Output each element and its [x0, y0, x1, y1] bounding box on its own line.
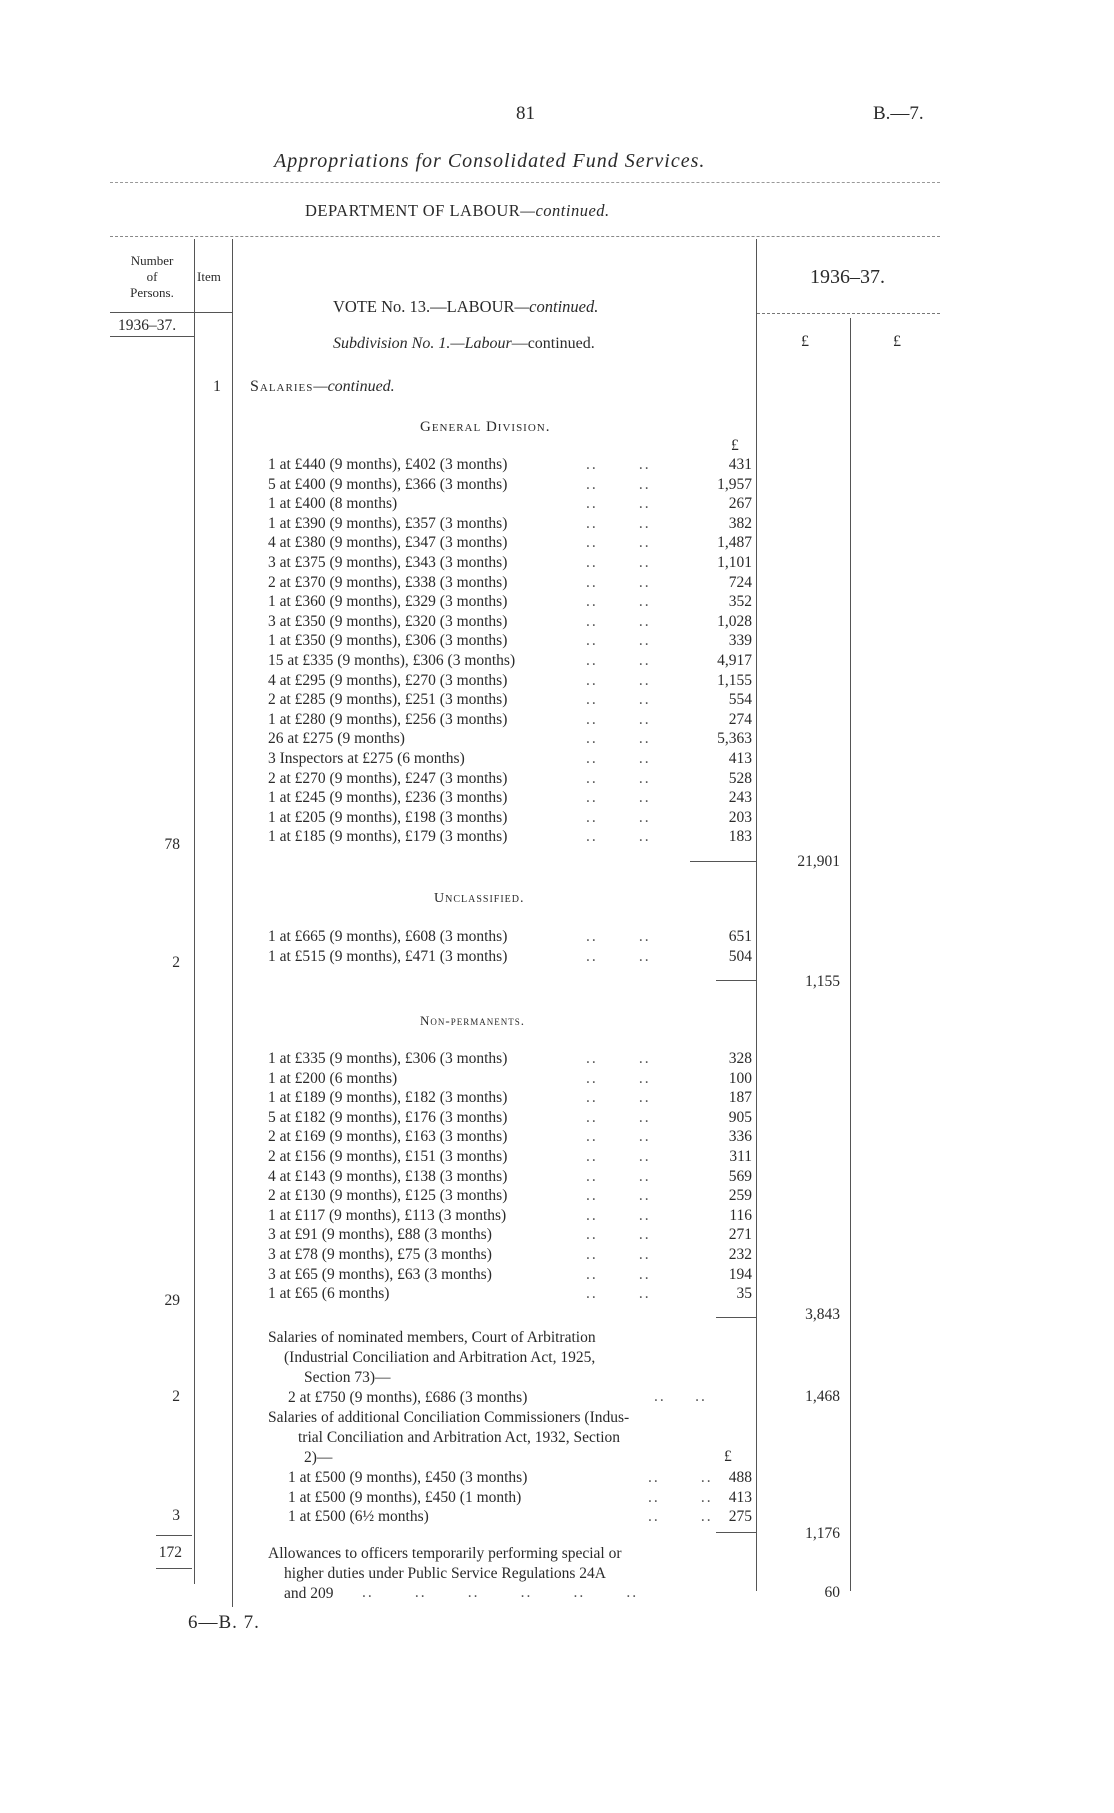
table-row: [268, 533, 752, 553]
vote-title: [333, 297, 598, 317]
row-description: 5 at £182 (9 months), £176 (3 months): [268, 1108, 508, 1126]
dot-leader: .. ..: [586, 808, 651, 826]
persons-year-rule: [110, 336, 194, 337]
general-division-heading: General Division.: [420, 419, 551, 435]
year-header-rule: [757, 313, 940, 314]
dot-leader: .. ..: [586, 1128, 651, 1146]
table-row: [268, 553, 752, 573]
row-amount: 905: [728, 1108, 752, 1126]
table-row: [268, 475, 752, 495]
vote-continued: —continued.: [514, 297, 599, 316]
row-amount: 100: [728, 1069, 752, 1087]
table-row: [268, 808, 752, 828]
table-row: [268, 947, 752, 967]
item-header-rule: [195, 312, 232, 313]
conciliation-line-2: trial Conciliation and Arbitration Act, 1932, Section: [298, 1429, 621, 1446]
table-row: [268, 1206, 752, 1226]
row-amount: 4,917: [717, 652, 752, 669]
dot-leader: .. ..: [586, 1226, 651, 1244]
item-number: 1: [213, 378, 221, 395]
row-description: 1 at £515 (9 months), £471 (3 months): [268, 947, 508, 965]
dot-leader: .. ..: [586, 947, 651, 965]
row-description: 3 at £78 (9 months), £75 (3 months): [268, 1246, 492, 1263]
total-column-rule: [850, 318, 851, 1591]
court-arbitration-row: [288, 1388, 527, 1408]
conciliation-pound: £: [724, 1448, 732, 1465]
table-row: [268, 1147, 752, 1167]
table-row: [268, 514, 752, 534]
unclassified-total: 1,155: [805, 973, 840, 990]
table-row: [268, 690, 752, 710]
row-description: 1 at £360 (9 months), £329 (3 months): [268, 593, 508, 611]
dot-leader: .. ..: [648, 1508, 713, 1526]
row-description: 2 at £156 (9 months), £151 (3 months): [268, 1148, 508, 1165]
row-amount: 504: [728, 947, 752, 965]
row-amount: 1,487: [717, 534, 752, 552]
non-permanents-subtotal-rule: [716, 1317, 756, 1318]
table-row: [268, 671, 752, 691]
persons-header-rule: [110, 312, 194, 313]
pound-heading-right: £: [893, 333, 901, 350]
table-row: [268, 827, 752, 847]
dot-leader: .. ..: [586, 612, 651, 630]
document-reference: B.—7.: [873, 103, 924, 124]
salaries-label: Salaries: [250, 378, 314, 395]
non-permanents-total: 3,843: [805, 1306, 840, 1323]
row-description: 1 at £65 (6 months): [268, 1285, 390, 1303]
row-amount: 187: [728, 1089, 752, 1107]
row-description: 4 at £143 (9 months), £138 (3 months): [268, 1167, 508, 1185]
dot-leader: .. ..: [648, 1469, 713, 1486]
row-amount: 724: [728, 573, 752, 591]
dot-leader: .. ..: [586, 1069, 651, 1087]
salaries-continued: —continued.: [313, 378, 395, 395]
pound-heading-mid: £: [801, 333, 809, 350]
table-row: [268, 1167, 752, 1187]
dot-leader: .. ..: [586, 1167, 651, 1185]
dot-leader: .. ..: [586, 554, 651, 571]
conciliation-line-3: 2)—: [304, 1449, 333, 1466]
row-amount: 1,957: [717, 475, 752, 493]
row-amount: 259: [728, 1187, 752, 1205]
dot-leader: .. ..: [586, 1246, 651, 1263]
row-amount: 413: [728, 1488, 752, 1506]
dot-leader: .. ..: [586, 1206, 651, 1224]
persons-total-rule-bottom: [156, 1568, 192, 1569]
row-description: 1 at £280 (9 months), £256 (3 months): [268, 710, 508, 728]
row-description: 4 at £380 (9 months), £347 (3 months): [268, 534, 508, 552]
table-row: [268, 455, 752, 475]
table-row: [268, 494, 752, 514]
court-arbitration-line-3: Section 73)—: [304, 1369, 391, 1386]
subdivision-label: Subdivision No. 1.—Labour: [333, 335, 512, 352]
title-rule: [110, 182, 940, 183]
row-description: 1 at £440 (9 months), £402 (3 months): [268, 456, 508, 473]
row-description: 2 at £169 (9 months), £163 (3 months): [268, 1128, 508, 1146]
allowances-leader: .. .. .. .. .. ..: [362, 1584, 639, 1601]
dot-leader: .. ..: [586, 475, 651, 493]
footer-signature: 6—B. 7.: [188, 1612, 260, 1633]
dot-leader: .. ..: [586, 691, 651, 709]
dot-leader: .. ..: [586, 750, 651, 767]
row-amount: 311: [729, 1148, 752, 1165]
row-description: 3 at £65 (9 months), £63 (3 months): [268, 1265, 492, 1283]
salaries-heading: [250, 378, 395, 396]
department-continued: —continued.: [520, 201, 610, 220]
row-description: 1 at £205 (9 months), £198 (3 months): [268, 808, 508, 826]
row-amount: 554: [728, 691, 752, 709]
dot-leader: .. ..: [586, 456, 651, 473]
general-division-pound: £: [731, 437, 739, 454]
non-permanents-heading: Non-permanents.: [420, 1013, 525, 1028]
subdivision-title: [333, 335, 595, 353]
dot-leader: .. ..: [586, 828, 651, 846]
row-amount: 528: [728, 769, 752, 787]
row-description: 15 at £335 (9 months), £306 (3 months): [268, 652, 516, 669]
dot-leader: .. ..: [586, 730, 651, 748]
general-division-persons: 78: [164, 836, 180, 853]
table-row: [268, 1225, 752, 1245]
dot-leader: .. ..: [586, 769, 651, 787]
table-row: [268, 1069, 752, 1089]
row-amount: 413: [728, 750, 752, 767]
row-amount: 5,363: [717, 730, 752, 748]
row-description: 1 at £200 (6 months): [268, 1069, 398, 1087]
row-description: 1 at £390 (9 months), £357 (3 months): [268, 514, 508, 532]
row-description: 1 at £500 (9 months), £450 (1 month): [288, 1488, 522, 1506]
allowances-line-1: Allowances to officers temporarily performing special or: [268, 1545, 622, 1562]
unclassified-heading: Unclassified.: [434, 891, 525, 906]
row-amount: 35: [736, 1285, 752, 1303]
table-row: [268, 1265, 752, 1285]
row-amount: 569: [728, 1167, 752, 1185]
row-description: 1 at £665 (9 months), £608 (3 months): [268, 928, 508, 945]
row-description: 1 at £500 (9 months), £450 (3 months): [288, 1469, 528, 1486]
table-row: [268, 710, 752, 730]
court-arbitration-total: 1,468: [805, 1388, 840, 1405]
row-amount: 1,155: [717, 671, 752, 689]
table-row: [268, 1127, 752, 1147]
row-amount: 328: [728, 1050, 752, 1067]
row-description: 2 at £285 (9 months), £251 (3 months): [268, 691, 508, 709]
row-amount: 183: [728, 828, 752, 846]
dot-leader: .. ..: [586, 671, 651, 689]
dot-leader: .. ..: [586, 534, 651, 552]
table-row: [268, 631, 752, 651]
dot-leader: .. ..: [586, 1050, 651, 1067]
table-row: [288, 1468, 752, 1488]
amount-column-rule: [756, 239, 757, 1591]
dot-leader: .. ..: [586, 1108, 651, 1126]
row-amount: 232: [728, 1246, 752, 1263]
table-row: [268, 749, 752, 769]
dot-leader: .. ..: [586, 593, 651, 611]
row-amount: 336: [728, 1128, 752, 1146]
table-top-rule: [110, 236, 940, 237]
persons-total-rule-top: [156, 1535, 192, 1536]
running-title: Appropriations for Consolidated Fund Services.: [274, 150, 706, 172]
subdivision-continued: —continued.: [511, 335, 595, 352]
number-of-persons-header: [112, 253, 192, 301]
table-row: [288, 1507, 752, 1527]
allowances-line-3: and 209: [284, 1585, 334, 1602]
dot-leader: .. ..: [586, 632, 651, 650]
table-row: [268, 729, 752, 749]
table-row: [268, 612, 752, 632]
dot-leader: .. ..: [586, 1285, 651, 1303]
row-description: 3 at £350 (9 months), £320 (3 months): [268, 612, 508, 630]
row-description: 1 at £350 (9 months), £306 (3 months): [268, 632, 508, 650]
estimate-year: 1936–37.: [810, 266, 885, 288]
dot-leader: .. ..: [586, 573, 651, 591]
table-row: [268, 1088, 752, 1108]
row-amount: 488: [728, 1469, 752, 1486]
row-amount: 271: [728, 1226, 752, 1244]
table-row: [268, 592, 752, 612]
non-permanents-persons: 29: [164, 1292, 180, 1309]
dot-leader: .. ..: [586, 652, 651, 669]
court-arbitration-line-2: (Industrial Conciliation and Arbitration Act, 1925,: [284, 1349, 596, 1366]
table-row: [268, 1284, 752, 1304]
table-row: [268, 1186, 752, 1206]
row-description: 1 at £189 (9 months), £182 (3 months): [268, 1089, 508, 1107]
of-label: of: [146, 269, 158, 284]
table-row: [268, 1108, 752, 1128]
dot-leader: .. ..: [586, 1148, 651, 1165]
row-amount: 339: [728, 632, 752, 650]
row-description: 2 at £370 (9 months), £338 (3 months): [268, 573, 508, 591]
department-name: DEPARTMENT OF LABOUR: [305, 201, 521, 220]
row-description: 1 at £400 (8 months): [268, 495, 398, 513]
row-amount: 352: [728, 593, 752, 611]
dot-leader: .. ..: [586, 495, 651, 513]
row-amount: 275: [728, 1508, 752, 1526]
general-division-subtotal-rule: [690, 861, 756, 862]
row-description: 5 at £400 (9 months), £366 (3 months): [268, 475, 508, 493]
court-arbitration-persons: 2: [172, 1388, 180, 1405]
row-amount: 382: [728, 514, 752, 532]
row-description: 26 at £275 (9 months): [268, 730, 405, 748]
general-division-total: 21,901: [797, 853, 840, 870]
table-row: [268, 573, 752, 593]
persons-column-rule: [194, 239, 195, 1584]
total-persons: 172: [158, 1544, 182, 1561]
row-description: 1 at £245 (9 months), £236 (3 months): [268, 789, 508, 807]
vote-label: VOTE No. 13.—LABOUR: [333, 297, 515, 316]
court-arbitration-line-1: Salaries of nominated members, Court of Arbitration: [268, 1329, 596, 1346]
row-amount: 203: [728, 808, 752, 826]
row-amount: 1,028: [717, 612, 752, 630]
dot-leader: .. ..: [586, 1265, 651, 1283]
table-row: [268, 1245, 752, 1265]
conciliation-total: 1,176: [805, 1525, 840, 1542]
row-description: 3 at £375 (9 months), £343 (3 months): [268, 554, 508, 571]
row-amount: 1,101: [717, 554, 752, 571]
page-number: 81: [516, 103, 535, 124]
item-header: Item: [197, 269, 221, 284]
row-amount: 194: [728, 1265, 752, 1283]
row-description: 1 at £500 (6½ months): [288, 1508, 429, 1526]
persons-year: 1936–37.: [118, 317, 177, 334]
table-row: [268, 651, 752, 671]
row-description: 1 at £335 (9 months), £306 (3 months): [268, 1050, 508, 1067]
row-description: 4 at £295 (9 months), £270 (3 months): [268, 671, 508, 689]
dot-leader: .. ..: [648, 1488, 713, 1506]
row-description: 3 at £91 (9 months), £88 (3 months): [268, 1226, 492, 1244]
table-row: [268, 927, 752, 947]
row-amount: 243: [728, 789, 752, 807]
item-column-rule: [232, 239, 233, 1607]
conciliation-persons: 3: [172, 1507, 180, 1524]
table-row: [268, 1049, 752, 1069]
dot-leader: .. ..: [586, 789, 651, 807]
persons-label: Persons.: [130, 285, 174, 300]
table-row: [268, 788, 752, 808]
table-row: [288, 1488, 752, 1508]
court-arbitration-leader: .. ..: [654, 1388, 707, 1405]
row-description: 2 at £750 (9 months), £686 (3 months): [288, 1389, 528, 1406]
allowances-line-2: higher duties under Public Service Regulations 24A: [284, 1565, 606, 1582]
row-description: 2 at £270 (9 months), £247 (3 months): [268, 769, 508, 787]
allowances-total: 60: [824, 1584, 840, 1601]
department-heading: [305, 201, 610, 221]
dot-leader: .. ..: [586, 514, 651, 532]
dot-leader: .. ..: [586, 1089, 651, 1107]
dot-leader: .. ..: [586, 710, 651, 728]
row-amount: 651: [728, 928, 752, 945]
row-description: 1 at £185 (9 months), £179 (3 months): [268, 828, 508, 846]
dot-leader: .. ..: [586, 928, 651, 945]
conciliation-subtotal-rule: [716, 1532, 756, 1533]
row-description: 3 Inspectors at £275 (6 months): [268, 750, 465, 767]
row-amount: 116: [729, 1206, 752, 1224]
row-amount: 267: [728, 495, 752, 513]
conciliation-line-1: Salaries of additional Conciliation Commissioners (Indus-: [268, 1409, 630, 1426]
dot-leader: .. ..: [586, 1187, 651, 1205]
number-label: Number: [130, 253, 174, 268]
unclassified-persons: 2: [172, 954, 180, 971]
row-amount: 431: [728, 456, 752, 473]
unclassified-subtotal-rule: [716, 980, 756, 981]
row-description: 2 at £130 (9 months), £125 (3 months): [268, 1187, 508, 1205]
row-amount: 274: [728, 710, 752, 728]
table-row: [268, 769, 752, 789]
row-description: 1 at £117 (9 months), £113 (3 months): [268, 1206, 507, 1224]
